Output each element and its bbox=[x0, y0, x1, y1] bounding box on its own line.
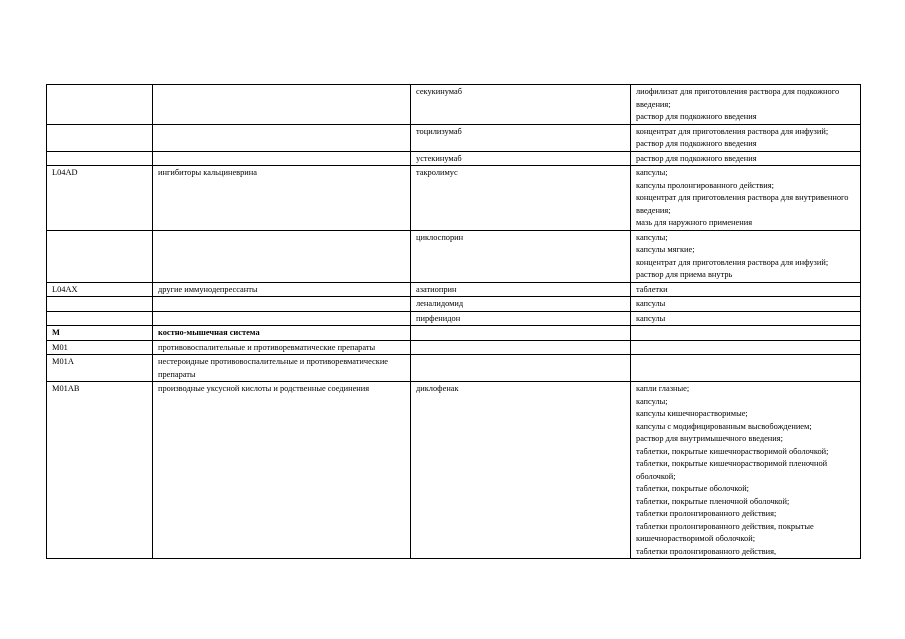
drug-name-cell bbox=[411, 355, 631, 382]
dosage-form-line: таблетки пролонгированного действия, bbox=[636, 546, 777, 556]
table-row bbox=[47, 85, 861, 125]
dosage-forms-cell bbox=[631, 382, 861, 559]
drug-name-cell: азатиоприн bbox=[411, 282, 631, 297]
table-row bbox=[47, 282, 861, 297]
table-row bbox=[47, 311, 861, 326]
table-body bbox=[47, 85, 861, 559]
table-row bbox=[47, 151, 861, 166]
dosage-forms-cell bbox=[631, 230, 861, 282]
drug-name-cell: секукинумаб bbox=[411, 85, 631, 125]
atc-code-cell: M01 bbox=[47, 340, 153, 355]
dosage-forms-cell bbox=[631, 282, 861, 297]
dosage-form-line: таблетки пролонгированного действия, покрытые кишечнорастворимой оболочкой; bbox=[636, 521, 814, 543]
dosage-form-line: концентрат для приготовления раствора для инфузий; bbox=[636, 257, 829, 267]
dosage-form-line: капсулы мягкие; bbox=[636, 245, 695, 254]
table-row bbox=[47, 166, 861, 231]
drug-name-cell: циклоспорин bbox=[411, 230, 631, 282]
group-name-cell bbox=[153, 230, 411, 282]
group-name-cell bbox=[153, 297, 411, 312]
table-row bbox=[47, 382, 861, 559]
dosage-form-line: капсулы bbox=[636, 299, 666, 308]
group-name-cell: нестероидные противовоспалительные и противоревматические препараты bbox=[153, 355, 411, 382]
dosage-form-line: мазь для наружного применения bbox=[636, 218, 753, 227]
dosage-form-line: капсулы кишечнорастворимые; bbox=[636, 409, 748, 418]
drug-name-cell: тоцилизумаб bbox=[411, 124, 631, 151]
table-row bbox=[47, 340, 861, 355]
drug-name-cell bbox=[411, 340, 631, 355]
atc-code-cell bbox=[47, 297, 153, 312]
drug-classification-table bbox=[46, 84, 861, 559]
table-row bbox=[47, 124, 861, 151]
dosage-form-line: лиофилизат для приготовления раствора для подкожного введения; bbox=[636, 87, 840, 109]
atc-code-cell: L04AX bbox=[47, 282, 153, 297]
dosage-form-line: раствор для подкожного введения bbox=[636, 139, 757, 148]
atc-code-cell: M01AB bbox=[47, 382, 153, 559]
group-name-cell: ингибиторы кальциневрина bbox=[153, 166, 411, 231]
atc-code-cell: M bbox=[47, 326, 153, 341]
atc-code-cell bbox=[47, 85, 153, 125]
drug-name-cell: такролимус bbox=[411, 166, 631, 231]
atc-code-cell bbox=[47, 230, 153, 282]
dosage-forms-cell bbox=[631, 85, 861, 125]
dosage-form-line: таблетки, покрытые оболочкой; bbox=[636, 484, 750, 493]
atc-code-cell bbox=[47, 311, 153, 326]
dosage-form-line: концентрат для приготовления раствора для инфузий; bbox=[636, 126, 829, 136]
table-row bbox=[47, 297, 861, 312]
group-name-cell bbox=[153, 124, 411, 151]
table-row bbox=[47, 230, 861, 282]
group-name-cell: производные уксусной кислоты и родственные соединения bbox=[153, 382, 411, 559]
table-row bbox=[47, 326, 861, 341]
dosage-form-line: капли глазные; bbox=[636, 384, 690, 393]
dosage-form-line: капсулы; bbox=[636, 232, 668, 242]
group-name-cell bbox=[153, 151, 411, 166]
group-name-cell bbox=[153, 85, 411, 125]
group-name-cell: другие иммунодепрессанты bbox=[153, 282, 411, 297]
dosage-forms-cell bbox=[631, 311, 861, 326]
drug-name-cell: пирфенидон bbox=[411, 311, 631, 326]
dosage-form-line: капсулы bbox=[636, 313, 666, 323]
drug-name-cell: устекинумаб bbox=[411, 151, 631, 166]
dosage-forms-cell bbox=[631, 151, 861, 166]
dosage-form-line: раствор для подкожного введения bbox=[636, 112, 757, 121]
atc-code-cell bbox=[47, 151, 153, 166]
dosage-form-line: таблетки, покрытые пленочной оболочкой; bbox=[636, 496, 790, 506]
dosage-form-line: раствор для подкожного введения bbox=[636, 153, 757, 163]
dosage-form-line: капсулы; bbox=[636, 168, 668, 177]
drug-name-cell: диклофенак bbox=[411, 382, 631, 559]
dosage-form-line: таблетки пролонгированного действия; bbox=[636, 509, 777, 518]
drug-name-cell bbox=[411, 326, 631, 341]
group-name-cell bbox=[153, 311, 411, 326]
dosage-form-line: капсулы; bbox=[636, 396, 668, 406]
atc-code-cell bbox=[47, 124, 153, 151]
dosage-forms-cell bbox=[631, 124, 861, 151]
atc-code-cell: L04AD bbox=[47, 166, 153, 231]
drug-name-cell: леналидомид bbox=[411, 297, 631, 312]
dosage-form-line: таблетки, покрытые кишечнорастворимой пленочной оболочкой; bbox=[636, 459, 828, 481]
dosage-forms-cell bbox=[631, 166, 861, 231]
dosage-form-line: раствор для приема внутрь bbox=[636, 270, 733, 279]
atc-code-cell: M01A bbox=[47, 355, 153, 382]
dosage-forms-cell bbox=[631, 297, 861, 312]
dosage-form-line: капсулы с модифицированным высвобождением; bbox=[636, 421, 812, 431]
dosage-form-line: раствор для внутримышечного введения; bbox=[636, 434, 783, 443]
dosage-form-line: концентрат для приготовления раствора для внутривенного введения; bbox=[636, 193, 849, 215]
dosage-forms-cell bbox=[631, 340, 861, 355]
dosage-form-line: таблетки, покрытые кишечнорастворимой оболочкой; bbox=[636, 446, 829, 456]
dosage-forms-cell bbox=[631, 326, 861, 341]
dosage-form-line: таблетки bbox=[636, 284, 668, 294]
group-name-cell: противовоспалительные и противоревматические препараты bbox=[153, 340, 411, 355]
dosage-forms-cell bbox=[631, 355, 861, 382]
dosage-form-line: капсулы пролонгированного действия; bbox=[636, 180, 774, 190]
group-name-cell: костно-мышечная система bbox=[153, 326, 411, 341]
table-row bbox=[47, 355, 861, 382]
